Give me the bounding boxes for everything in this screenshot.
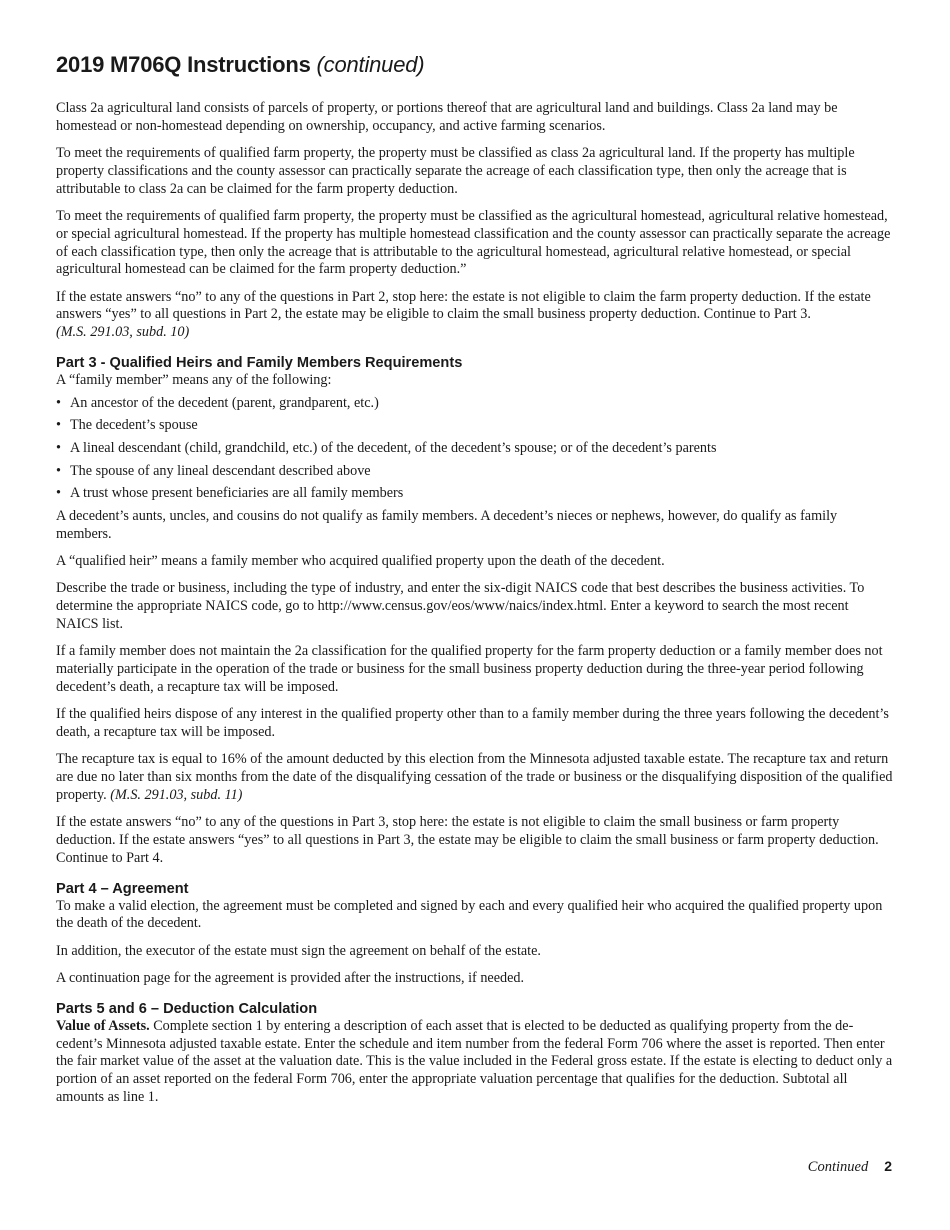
intro-paragraph-2: To meet the requirements of qualified farm property, the property must be classified as class 2a agricultural land. If the property has multiple property classifications and the county assessor can practically separate the acreage of each classification type, then only the acreage that is attributable to class 2a can be claimed for the farm property deduction. bbox=[56, 145, 855, 197]
continued-label: Continued bbox=[807, 1159, 869, 1175]
page-footer bbox=[808, 1158, 892, 1176]
part4-paragraph-3: A continuation page for the agreement is provided after the instructions, if needed. bbox=[56, 969, 525, 986]
family-member-list bbox=[56, 395, 894, 503]
part3-paragraph-6 bbox=[56, 751, 894, 804]
intro-p4-citation: (M.S. 291.03, subd. 10) bbox=[56, 324, 190, 341]
intro-paragraph-3: To meet the requirements of qualified farm property, the property must be classified as the agricultural homestead, agricultural relative homestead, or special agricultural homestead. If the property has multiple homestead classification and the county assessor can practically separate the acreage of each classification type, then only the acreage that is attributable to the agricultural homestead, agricultural relative homestead, or special agricultural homestead can be claimed for the farm property deduction.” bbox=[56, 207, 891, 278]
part3-p6-text: The recapture tax is equal to 16% of the amount deducted by this election from the Minnesota adjusted taxable estate. The recapture tax and return are due no later than six months from the date of the disqualifying cessation of the trade or business or the disqualifying disposition of the qualified property. bbox=[56, 751, 893, 803]
page-number: 2 bbox=[884, 1158, 892, 1174]
list-item: • The decedent’s spouse bbox=[56, 417, 894, 435]
part3-paragraph-5: If the qualified heirs dispose of any interest in the qualified property other than to a family member during the three years following the decedent’s death, a recapture tax will be imposed. bbox=[56, 706, 889, 740]
part3-heading: Part 3 - Qualified Heirs and Family Members Requirements bbox=[56, 355, 463, 372]
list-item: • An ancestor of the decedent (parent, grandparent, etc.) bbox=[56, 395, 894, 413]
part3-paragraph-1: A decedent’s aunts, uncles, and cousins do not qualify as family members. A decedent’s nieces or nephews, however, do qualify as family members. bbox=[56, 508, 838, 542]
intro-p4-text: If the estate answers “no” to any of the questions in Part 2, stop here: the estate is not eligible to claim the farm property deduction. If the estate answers “yes” to all questions in Part 2, the estate may be eligible to claim the small business property deduction. Continue to Part 3. bbox=[56, 288, 871, 323]
part56-heading: Parts 5 and 6 – Deduction Calculation bbox=[56, 1000, 318, 1017]
list-item: • A lineal descendant (child, grandchild, etc.) of the decedent, of the decedent’s spouse; or of the decedent’s parents bbox=[56, 440, 894, 458]
part3-p6-citation: (M.S. 291.03, subd. 11) bbox=[110, 786, 243, 803]
part3-intro: A “family member” means any of the following: bbox=[56, 372, 332, 389]
value-of-assets-lead: Value of Assets. bbox=[56, 1017, 150, 1034]
intro-paragraph-1: Class 2a agricultural land consists of parcels of property, or portions thereof that are agricultural land and buildings. Class 2a land may be homestead or non-homestead depending on ownership, occupancy, and active farming scenarios. bbox=[56, 100, 838, 134]
part3-paragraph-2: A “qualified heir” means a family member who acquired qualified property upon the death of the decedent. bbox=[56, 553, 665, 570]
page-title bbox=[56, 52, 894, 78]
list-item: • The spouse of any lineal descendant described above bbox=[56, 463, 894, 481]
part3-paragraph-3: Describe the trade or business, including the type of industry, and enter the six-digit NAICS code that best describes the business activities. To determine the appropriate NAICS code, go to http://www.census.gov/eos/www/naics/index.html. Enter a keyword to search the most recent NAICS list. bbox=[56, 580, 865, 633]
intro-paragraph-4 bbox=[56, 289, 894, 342]
document-page bbox=[56, 52, 894, 1116]
part3-paragraph-7: If the estate answers “no” to any of the questions in Part 3, stop here: the estate is not eligible to claim the small business or farm property deduction. If the estate answers “yes” to all questions in Part 3, the estate may be eligible to claim the small business or farm property deduction. Continue to Part 4. bbox=[56, 814, 879, 866]
part4-paragraph-2: In addition, the executor of the estate must sign the agreement on behalf of the estate. bbox=[56, 942, 541, 959]
part4-heading: Part 4 – Agreement bbox=[56, 880, 189, 897]
part3-paragraph-4: If a family member does not maintain the 2a classification for the qualified property for the farm property deduction or a family member does not materially participate in the operation of the trade or business for the small business property deduction during the three-year period following decedent’s death, a recapture tax will be imposed. bbox=[56, 643, 883, 695]
part56-p1-text: Complete section 1 by entering a description of each asset that is elected to be deducted as qualifying property from the decedent’s Minnesota adjusted taxable estate. Enter the schedule and item number from the federal Form 706 where the asset is reported. Then enter the fair market value of the asset at the valuation date. This is the value included in the Federal gross estate. If the estate is electing to deduct only a portion of an asset reported on the federal Form 706, enter the appropriate valuation percentage that qualifies for the deduction. Subtotal all amounts as line 1. bbox=[56, 1017, 893, 1105]
title-continued: (continued) bbox=[316, 52, 425, 77]
part4-paragraph-1: To make a valid election, the agreement must be completed and signed by each and every qualified heir who acquired the qualified property upon the death of the decedent. bbox=[56, 897, 883, 932]
part56-paragraph-1 bbox=[56, 1018, 894, 1107]
title-text: 2019 M706Q Instructions bbox=[56, 52, 311, 77]
list-item: • A trust whose present beneficiaries are all family members bbox=[56, 485, 894, 503]
